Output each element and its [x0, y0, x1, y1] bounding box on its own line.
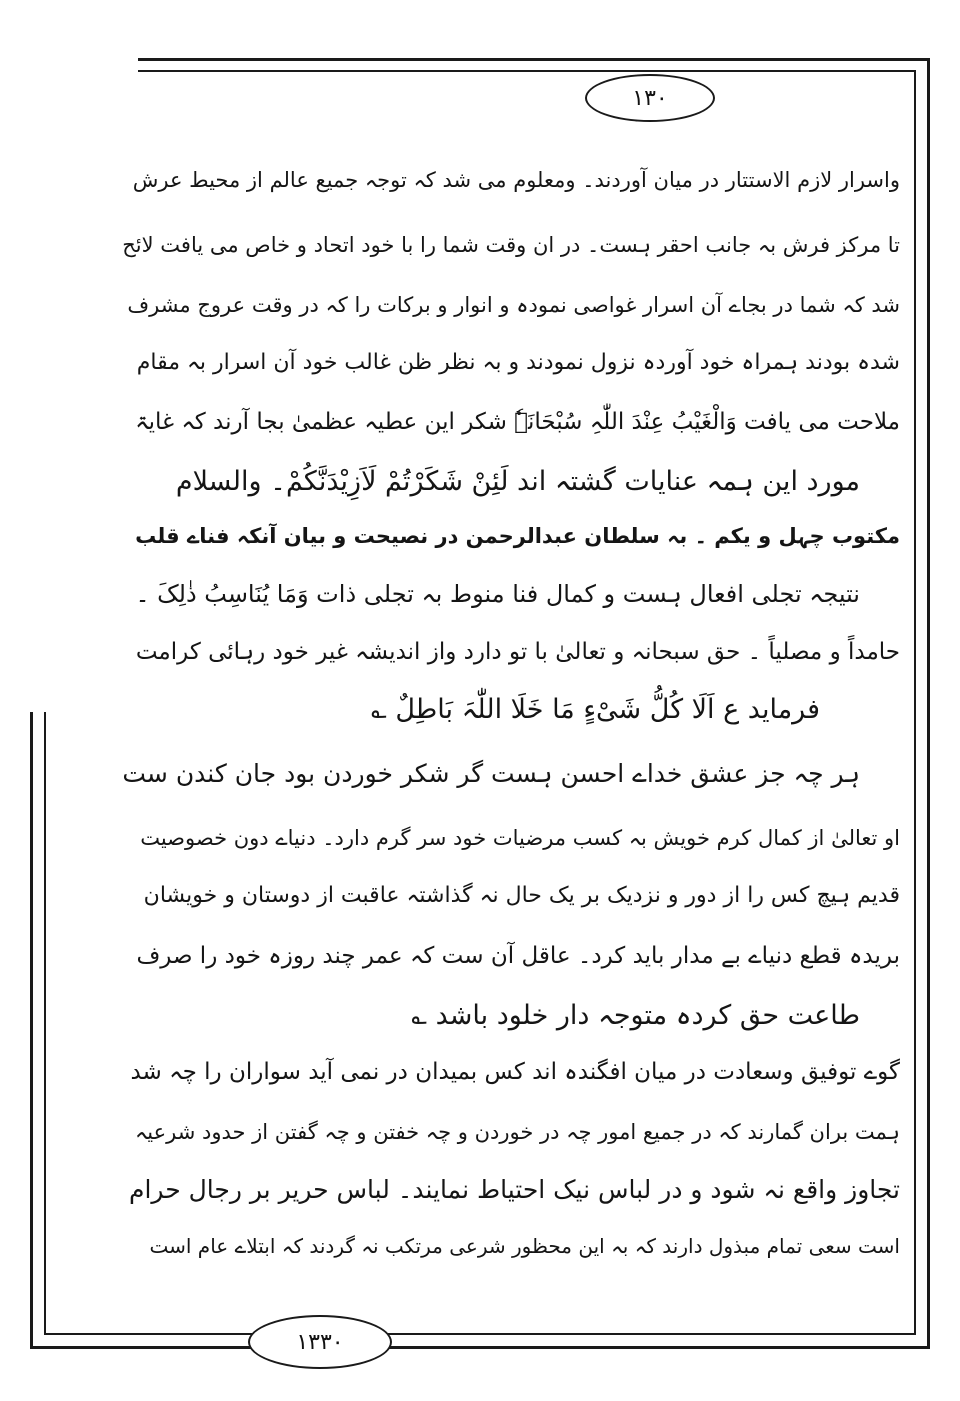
- text-line: حامداً و مصلیاً ۔ حق سبحانہ و تعالیٰ با تو دارد واز اندیشہ غیر خود رہائی کرامت: [135, 639, 900, 665]
- text-line: او تعالیٰ از کمال کرم خویش بہ کسب مرضیات خود سر گرم دارد۔ دنیاے دون خصوصیت: [140, 826, 900, 850]
- bottom-outer-rule: [30, 1346, 930, 1349]
- text-line: شد کہ شما در بجاے آن اسرار غواصی نمودہ و انوار و برکات را کہ در وقت عروج مشرف: [127, 293, 900, 317]
- text-line: واسرار لازم الاستتار در میان آوردند۔ ومعلوم می شد کہ توجہ جمیع عالم از محیط عرش: [132, 168, 900, 192]
- right-outer-rule: [927, 58, 930, 1348]
- text-line: فرماید ع اَلَا کُلُّ شَیْءٍ مَا خَلَا اللّٰہَ بَاطِلٌ ؎: [370, 694, 820, 725]
- letter-heading: مکتوب چہل و یکم ۔ بہ سلطان عبدالرحمن در نصیحت و بیان آنکہ فناے قلب: [135, 524, 900, 548]
- text-line: بریدہ قطع دنیاے بے مدار باید کرد۔ عاقل آن ست کہ عمر چند روزہ خود را صرف: [136, 943, 900, 969]
- bottom-inner-rule: [44, 1333, 916, 1335]
- text-line: است سعی تمام مبذول دارند کہ بہ این محظور شرعی مرتکب نہ گردند کہ ابتلاے عام است: [149, 1234, 900, 1258]
- text-line: طاعت حق کردہ متوجہ دار خلود باشد ؎: [411, 1000, 860, 1031]
- verse-line: ہر چہ جز عشق خداے احسن ہست گر شکر خوردن بود جان کندن ست: [122, 759, 860, 788]
- text-line: تجاوز واقع نہ شود و در لباس نیک احتیاط نمایند۔ لباس حریر بر رجال حرام: [129, 1175, 900, 1204]
- text-line: ملاحت می یافت وَالْغَیْبُ عِنْدَ اللّٰہِ سُبْحَانَہٗ شکر این عطیہ عظمیٰ بجا آرند کہ غایۃ: [135, 409, 900, 435]
- verse-line: گوے توفیق وسعادت در میان افگندہ اند کس بمیدان در نمی آید سواران را چہ شد: [130, 1059, 900, 1085]
- top-page-number: ١٣٠: [585, 74, 715, 122]
- text-line: قدیم ہیچ کس را از دور و نزدیک بر یک حال نہ گذاشتہ عاقبت از دوستان و خویشان: [143, 883, 900, 908]
- right-inner-rule: [914, 70, 916, 1335]
- text-line: تا مرکز فرش بہ جانب احقر ہست۔ در ان وقت شما را با خود اتحاد و خاص می یافت لائح: [122, 233, 900, 257]
- text-line: ہمت بران گمارند کہ در جمیع امور چہ در خوردن و چہ خفتن و چہ گفتن از حدود شرعیہ: [134, 1120, 900, 1144]
- text-line: مورد این ہمہ عنایات گشتہ اند لَئِنْ شَکَرْتُمْ لَاَزِیْدَنَّکُمْ۔ والسلام: [175, 466, 860, 497]
- text-line: نتیجہ تجلی افعال ہست و کمال فنا منوط بہ تجلی ذات وَمَا یُنَاسِبُ ذٰلِکَ ۔: [135, 580, 860, 608]
- bottom-page-number: ١٣٣٠: [248, 1315, 392, 1369]
- text-line: شدہ بودند ہمراہ خود آوردہ نزول نمودند و بہ نظر ظن غالب خود آن اسرار بہ مقام: [136, 350, 900, 375]
